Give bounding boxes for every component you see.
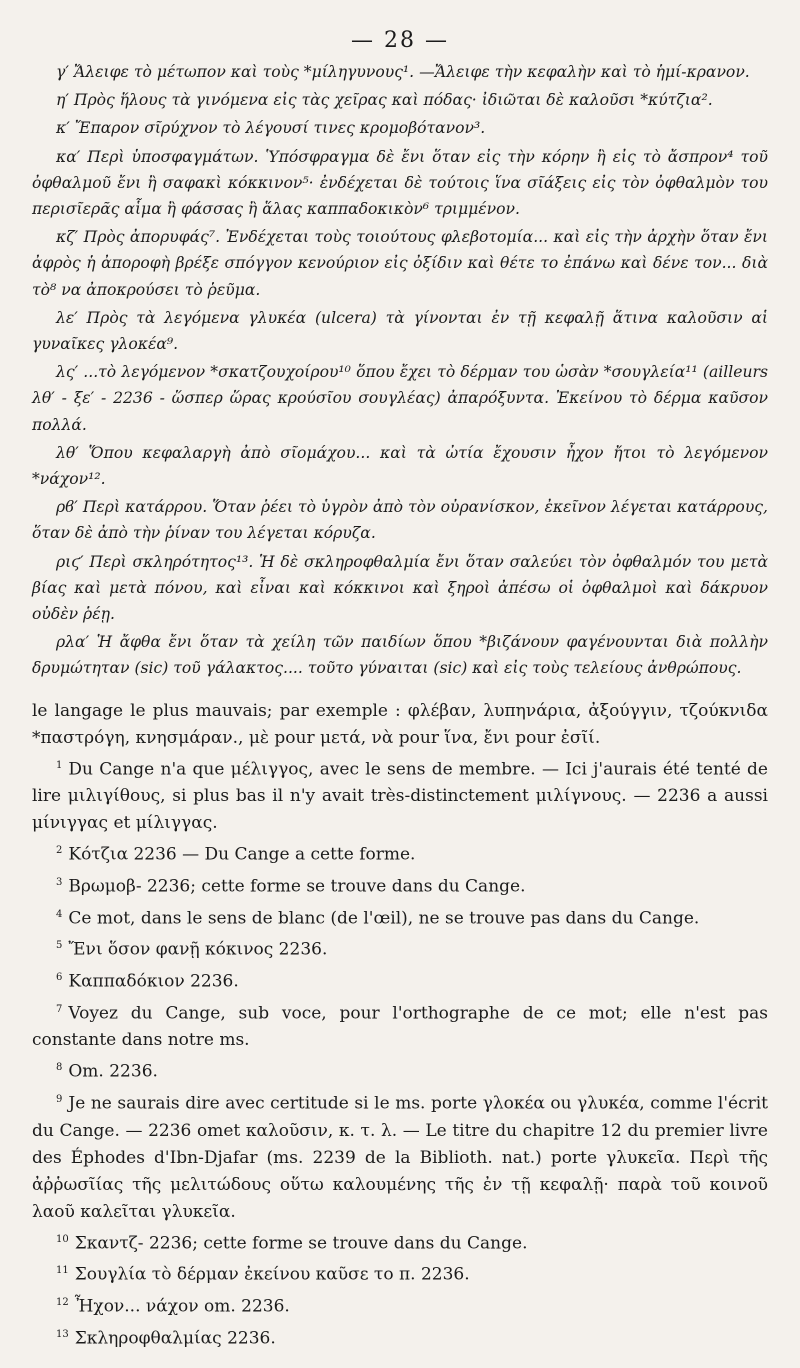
greek-entry	[32, 144, 768, 223]
footnote-text: Om. 2236.	[68, 1061, 158, 1082]
footnote-number: 4	[56, 908, 63, 920]
footnote	[32, 1086, 768, 1226]
entry-body: τὸ λέγουσί τινες κρομοβότανον³.	[222, 119, 486, 138]
entry-lead: η′ Πρὸς ἥλους τὰ γινόμενα εἰς τὰς χεῖρας καὶ πόδας·	[56, 91, 477, 110]
footnote-text: Βρωμοβ- 2236; cette forme se trouve dans du Cange.	[68, 876, 526, 897]
footnote	[32, 752, 768, 838]
footnote-text: Καππαδόκιον 2236.	[68, 971, 239, 992]
footnote-number: 13	[56, 1328, 69, 1340]
footnote	[32, 1321, 768, 1353]
greek-entry	[32, 305, 768, 357]
greek-entry	[32, 224, 768, 303]
entry-body: τὰ γίνονται ἐν τῇ κεφαλῇ ἅτινα καλοῦσιν αἱ γυναῖκες γλοκέα⁹.	[32, 308, 768, 354]
footnote-number: 9	[56, 1093, 63, 1105]
entry-lead: κζ′ Πρὸς ἀπορυφάς⁷.	[56, 228, 221, 247]
footnote-text: Σκληροφθαλμίας 2236.	[74, 1328, 276, 1349]
greek-text-block	[32, 59, 768, 682]
footnote	[32, 1054, 768, 1086]
footnote-number: 6	[56, 971, 63, 983]
footnote	[32, 1289, 768, 1321]
footnote-text: Ἔνι ὅσον φανῇ κόκινος 2236.	[68, 939, 328, 960]
footnote-text: Κότζια 2236 — Du Cange a cette forme.	[68, 844, 416, 865]
entry-lead: κα′ Περὶ ὑποσφαγμάτων.	[56, 147, 259, 166]
footnote	[32, 932, 768, 964]
greek-entry	[32, 549, 768, 628]
footnote	[32, 996, 768, 1055]
entry-body: —Ἄλειφε τὴν κεφαλὴν καὶ τὸ ἡμί-κρανον.	[419, 63, 750, 81]
footnote-text: Du Cange n'a que μέλιγγος, avec le sens de membre. — Ici j'aurais été tenté de lire μιλιγίθους, si plus bas il n'y avait très-distinctement μιλίγνους. — 2236 a aussi μίνιγγας et μίλιγγας.	[32, 759, 768, 834]
entry-body: ὅπου ἔχει τὸ δέρμαν του ὡσὰν *σουγλεία¹¹ (ailleurs λθ′ - ξε′ - 2236 - ὥσπερ ὥρας κρούσῖου σουγλέας) ἀπαρόξυντα. Ἐκείνου τὸ δέρμα καῦσον πολλά.	[32, 363, 768, 434]
footnote	[32, 869, 768, 901]
footnote-text: Ce mot, dans le sens de blanc (de l'œil), ne se trouve pas dans du Cange.	[68, 908, 700, 929]
footnote	[32, 1257, 768, 1289]
footnote	[32, 1226, 768, 1258]
greek-entry	[32, 440, 768, 492]
note-continuation: le langage le plus mauvais; par exemple : φλέβαν, λυπηνάρια, ἀξούγγιν, τζούκνιδα *παστρόγη, κνησμάραν., μὲ pour μετά, νὰ pour ἵνα, ἔνι pour ἐσῖί.	[32, 700, 768, 748]
entry-lead: ρϐ′ Περὶ κατάρρου.	[56, 498, 208, 517]
footnote-number: 12	[56, 1296, 69, 1308]
page-number: — 28 —	[351, 28, 449, 53]
footnote-text: Je ne saurais dire avec certitude si le ms. porte γλοκέα ou γλυκέα, comme l'écrit du Cange. — 2236 omet καλοῦσιν, κ. τ. λ. — Le titre du chapitre 12 du premier livre des Éphodes d'Ibn-Djafar (ms. 2239 de la Biblioth. nat.) porte γλυκεῖα. Περὶ τῆς ἀῤῥωσῖίας τῆς μελιτώδους οὕτω καλουμένης τῆς ἐν τῇ κεφαλῇ· παρὰ τοῦ κοινοῦ λαοῦ καλεῖται γλυκεῖα.	[32, 1093, 768, 1222]
footnote-number: 8	[56, 1062, 63, 1074]
footnote-text: Voyez du Cange, sub voce, pour l'orthographe de ce mot; elle n'est pas constante dans notre ms.	[32, 1003, 768, 1051]
footnote-number: 11	[56, 1265, 69, 1277]
footnote-number: 5	[56, 940, 63, 952]
entry-lead: λς′ ...τὸ λεγόμενον *σκατζουχοίρου¹⁰	[56, 363, 351, 382]
greek-entry	[32, 629, 768, 681]
entry-body: Ἡ δὲ σκληροφθαλμία ἔνι ὅταν σαλεύει τὸν ὀφθαλμόν του μετὰ βίας καὶ μετὰ πόνου, καὶ εἶναι καὶ κόκκινοι καὶ ξηροὶ ἀπέσω οἱ ὀφθαλμοὶ καὶ δάκρυον οὐδὲν ῥέῃ.	[32, 552, 769, 624]
footnote-number: 3	[56, 876, 63, 888]
greek-entry	[32, 59, 768, 85]
footnote-number: 7	[56, 1003, 63, 1015]
entry-body: Ὑπόσφραγμα δὲ ἔνι ὅταν εἰς τὴν κόρην ἢ εἰς τὸ ἄσπρον⁴ τοῦ ὀφθαλμοῦ ἔνι ἢ σαφακὶ κόκκινον⁵· ἐνδέχεται δὲ τούτοις ἵνα σῖάξεις εἰς τὸν ὀφθαλμὸν του περισῖερᾶς αἷμα ἢ φάσσας ἢ ἅλας καππαδοκικὸν⁶ τριμμένον.	[32, 147, 768, 219]
entry-body: ἰδιῶται δὲ καλοῦσι *κύτζια².	[481, 91, 713, 110]
entry-lead: κ′ Ἔπαρον σῖρύχνον	[56, 119, 218, 138]
footnote-number: 2	[56, 845, 63, 857]
footnote-number: 1	[56, 759, 63, 771]
footnote	[32, 837, 768, 869]
footnote-number: 10	[56, 1233, 69, 1245]
entry-lead: λθ′ Ὅπου κεφαλαργὴ ἀπὸ σῖομάχου...	[56, 443, 371, 462]
entry-body: καὶ τὰ ὠτία ἔχουσιν ἦχον ἤτοι τὸ λεγόμενον *νάχον¹².	[32, 443, 768, 489]
greek-entry	[32, 115, 768, 141]
greek-entry	[32, 359, 768, 438]
entry-lead: ριϛ′ Περὶ σκληρότητος¹³.	[56, 552, 254, 571]
greek-entry	[32, 87, 768, 113]
footnotes	[32, 752, 768, 1353]
greek-entry	[32, 494, 768, 546]
entry-body: Ὅταν ῥέει τὸ ὑγρὸν ἀπὸ τὸν οὐρανίσκον, ἐκεῖνον λέγεται κατάρρους, ὅταν δὲ ἀπὸ τὴν ῥίναν του λέγεται κόρυζα.	[32, 498, 768, 543]
footnote-text: Σουγλία τὸ δέρμαν ἐκείνου καῦσε το π. 2236.	[74, 1264, 470, 1285]
entry-lead: ρλα′ Ἡ ἄφθα ἔνι ὅταν τὰ χείλη τῶν παιδίων	[56, 633, 426, 652]
entry-lead: λε′ Πρὸς τὰ λεγόμενα γλυκέα (ulcera)	[56, 308, 377, 327]
entry-lead: γ′ Ἄλειφε τὸ μέτωπον καὶ τοὺς *μίληγυνους¹.	[56, 63, 415, 81]
footnote-text: Σκαντζ- 2236; cette forme se trouve dans du Cange.	[74, 1233, 528, 1254]
footnote-text: Ἦχον... νάχον om. 2236.	[74, 1296, 290, 1317]
footnote	[32, 964, 768, 996]
entry-body: Ἐνδέχεται τοὺς τοιούτους φλεβοτομία... καὶ εἰς τὴν ἀρχὴν ὅταν ἔνι ἀφρὸς ἡ ἀποροφὴ βρέξε σπόγγον κενούριον εἰς ὀξίδιν καὶ θέτε το ἐπάνω καὶ δένε τον... διὰ τὸ⁸ να ἀποκρούσει τὸ ῥεῦμα.	[32, 228, 768, 299]
footnote	[32, 901, 768, 933]
entry-body: ὅπου *βιζάνουν φαγένουνται διὰ πολλὴν δρυμώτηταν (sic) τοῦ γάλακτος.... τοῦτο γύναιται (sic) καὶ εἰς τοὺς τελείους ἀνθρώπους.	[32, 633, 768, 678]
